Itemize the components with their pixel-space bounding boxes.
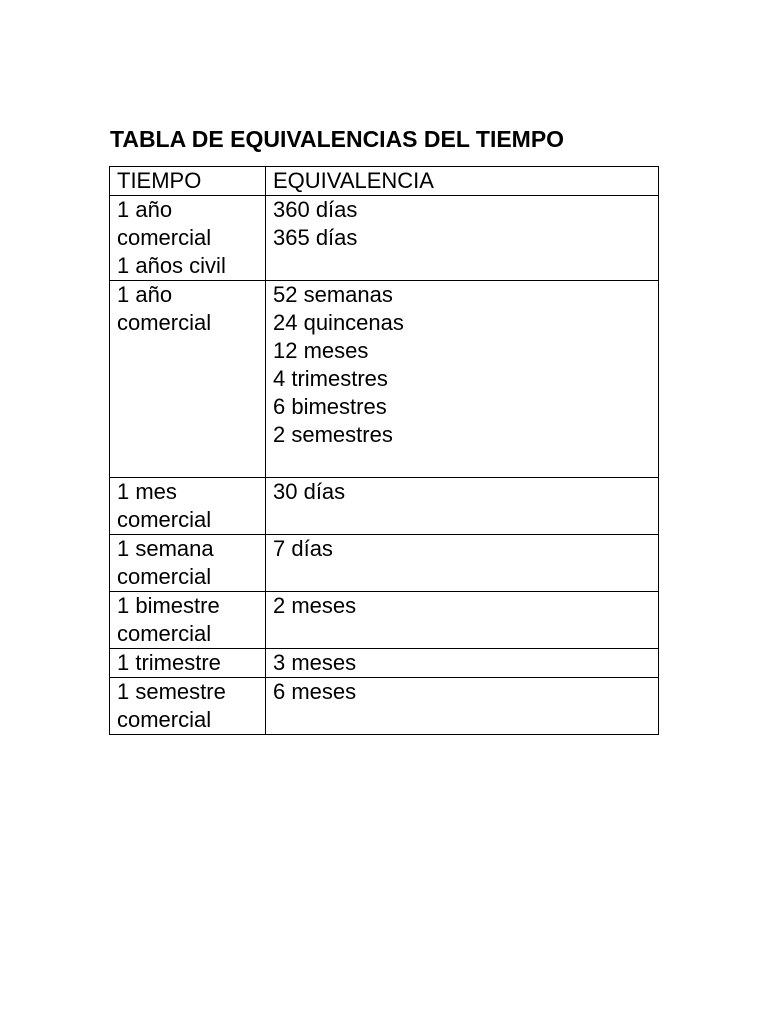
table-row [110,535,659,592]
tiempo-line: 1 años civil [117,253,226,278]
tiempo-line: 1 mes [117,479,177,504]
equivalencia-cell [266,196,659,281]
equivalencia-line: 7 días [273,536,333,561]
table-row [110,281,659,478]
equivalencia-line: 52 semanas [273,282,393,307]
equivalencia-line: 24 quincenas [273,310,404,335]
table-row [110,678,659,735]
tiempo-line: comercial [117,564,212,589]
equivalencia-cell [266,592,659,649]
tiempo-line: comercial [117,507,212,532]
tiempo-line: comercial [117,621,212,646]
equivalencia-cell [266,478,659,535]
equivalencia-line: 2 semestres [273,422,393,447]
equivalencia-cell [266,649,659,678]
page-title: TABLA DE EQUIVALENCIAS DEL TIEMPO [110,126,565,152]
tiempo-line: comercial [117,225,212,250]
equivalencia-line: 6 meses [273,679,357,704]
equivalencia-line: 12 meses [273,338,369,363]
equivalence-table [109,166,659,735]
tiempo-cell [110,478,266,535]
equivalencia-cell [266,678,659,735]
tiempo-line: 1 año [117,197,173,222]
equivalencia-line: 365 días [273,225,358,250]
equivalencia-line: 4 trimestres [273,366,388,391]
tiempo-line: 1 semestre [117,679,226,704]
column-header-equivalencia: EQUIVALENCIA [266,167,659,196]
equivalencia-cell [266,535,659,592]
equivalencia-line: 360 días [273,197,358,222]
equivalencia-line: 30 días [273,479,346,504]
table-header-row [110,167,659,196]
tiempo-cell [110,592,266,649]
table-row [110,592,659,649]
table-row [110,649,659,678]
equivalencia-line: 6 bimestres [273,394,387,419]
equivalencia-line: 2 meses [273,593,357,618]
table-row [110,196,659,281]
tiempo-cell [110,649,266,678]
tiempo-cell [110,281,266,478]
column-header-tiempo: TIEMPO [110,167,266,196]
tiempo-line: 1 bimestre [117,593,220,618]
equivalencia-line: 3 meses [273,650,357,675]
tiempo-cell [110,196,266,281]
tiempo-cell [110,678,266,735]
tiempo-line: comercial [117,707,212,732]
table-row [110,478,659,535]
tiempo-line: 1 semana [117,536,214,561]
tiempo-line: 1 trimestre [117,650,221,675]
tiempo-line: comercial [117,310,212,335]
tiempo-line: 1 año [117,282,173,307]
tiempo-cell [110,535,266,592]
equivalencia-cell [266,281,659,478]
